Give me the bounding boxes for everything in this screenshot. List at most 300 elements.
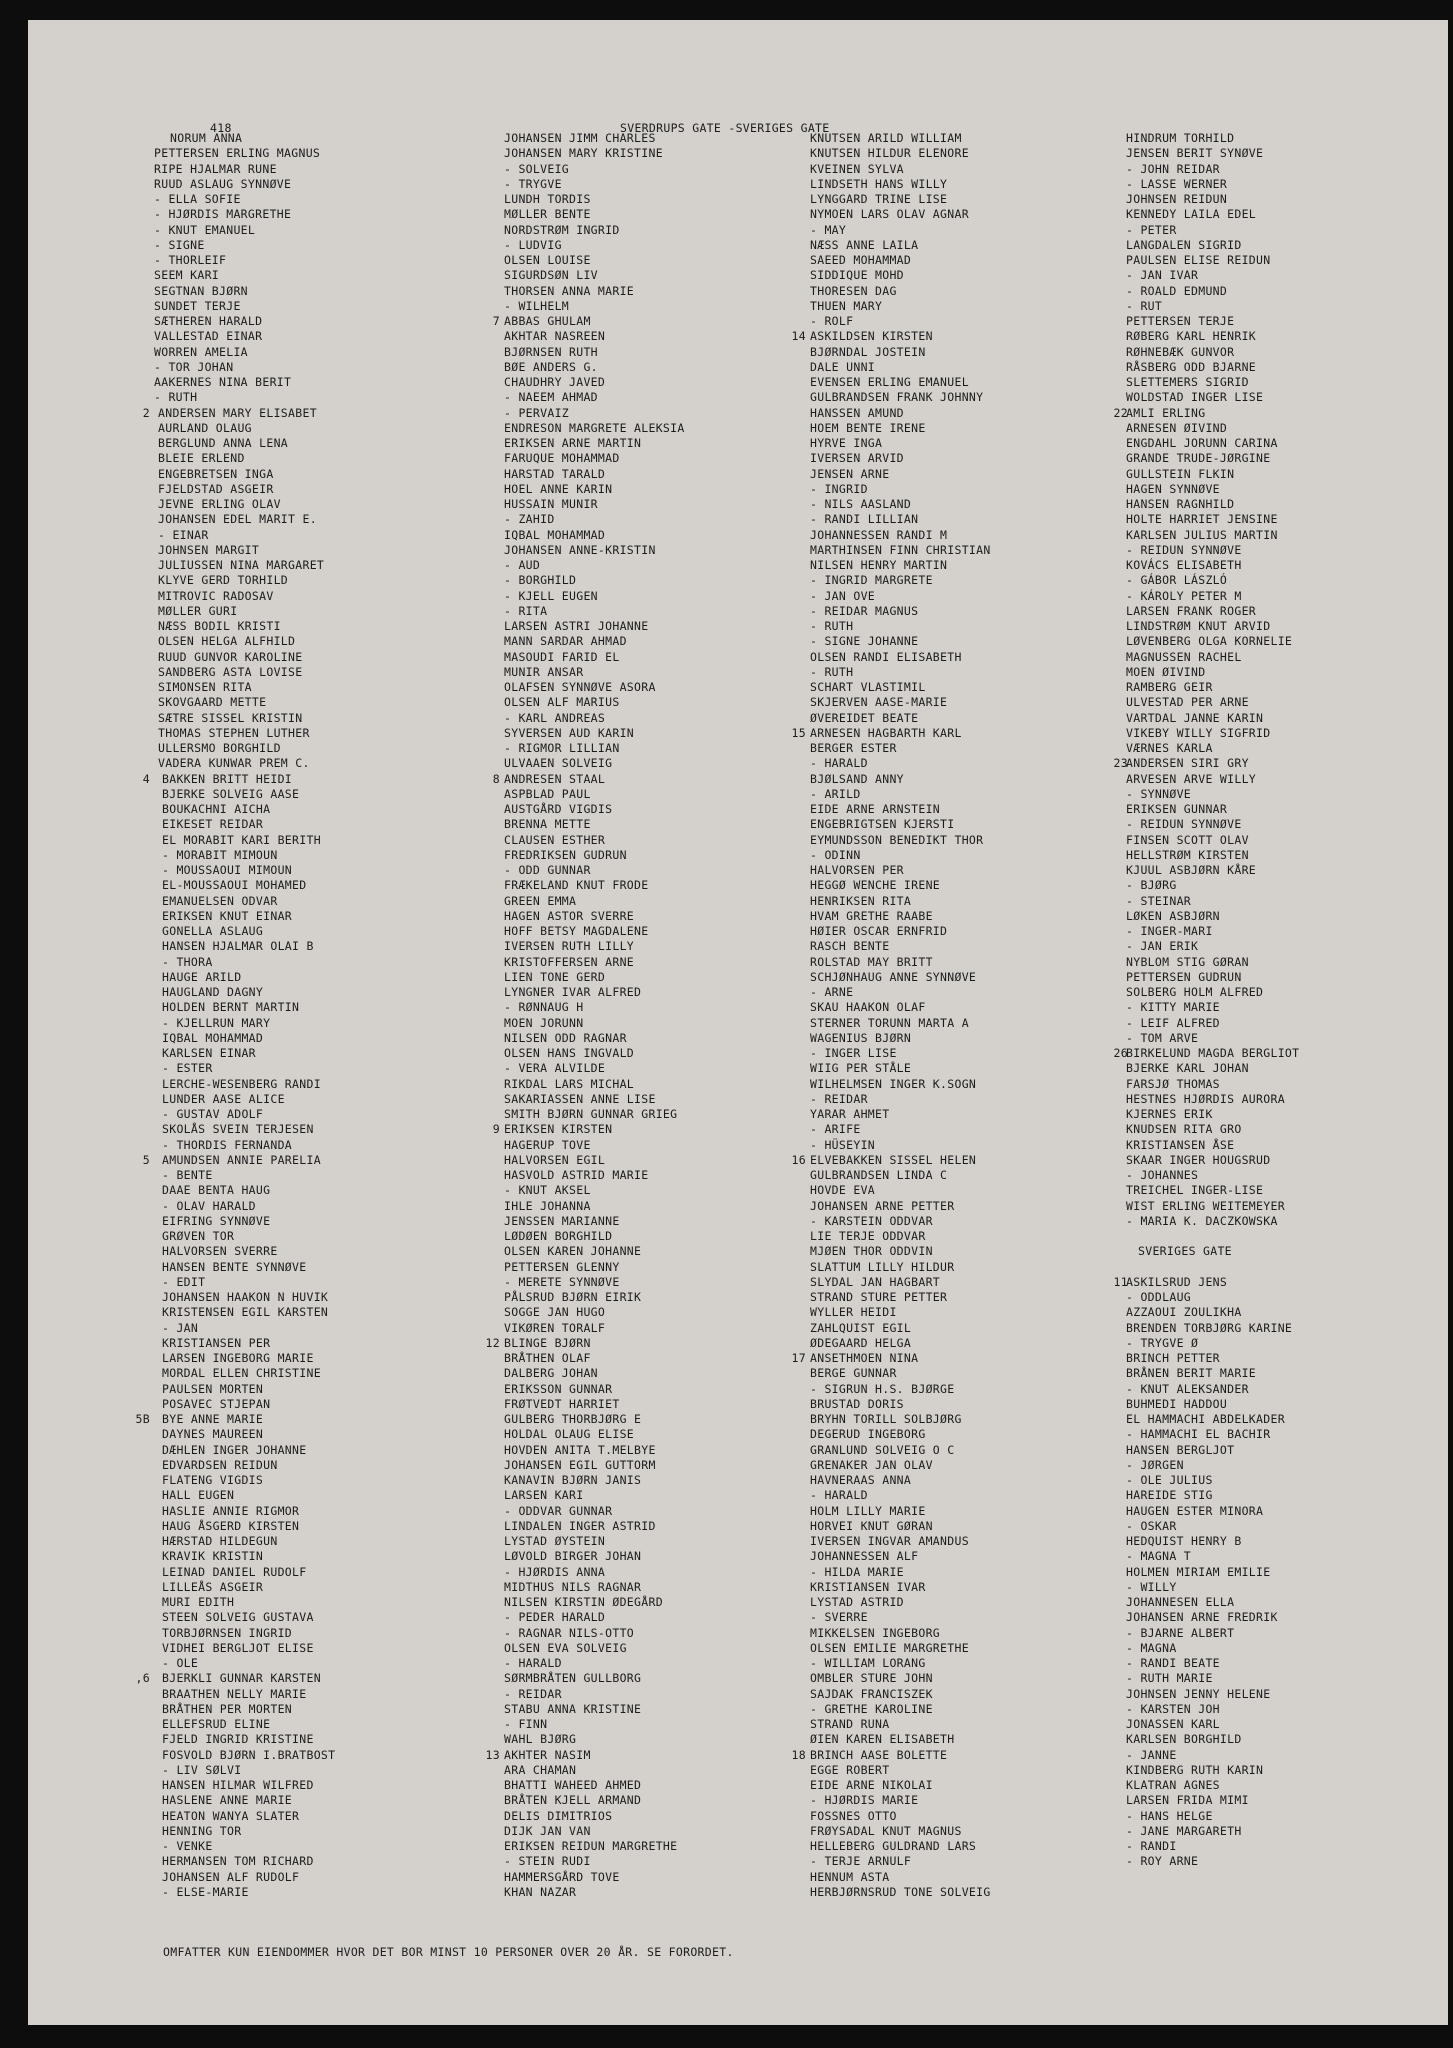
resident-name: MARTHINSEN FINN CHRISTIAN: [810, 542, 991, 557]
resident-name: - JANNE: [1126, 1747, 1177, 1762]
resident-name: SLYDAL JAN HAGBART: [810, 1274, 941, 1289]
resident-entry: [150, 1382, 335, 1397]
resident-name: STRAND RUNA: [810, 1717, 890, 1731]
resident-entry: [504, 1412, 685, 1427]
resident-entry: [1126, 695, 1299, 710]
resident-entry: [504, 558, 685, 573]
resident-entry: [810, 543, 991, 558]
resident-name: - LIV SØLVI: [162, 1762, 242, 1777]
resident-name: - RUTH: [154, 390, 198, 405]
resident-entry: [504, 1199, 685, 1214]
resident-name: - VENKE: [162, 1839, 213, 1853]
resident-name: ERIKSEN ARNE MARTIN: [504, 436, 642, 450]
resident-entry: [150, 711, 335, 726]
resident-entry: [810, 421, 991, 436]
resident-name: DEGERUD INGEBORG: [810, 1427, 926, 1442]
resident-entry: [810, 436, 991, 451]
resident-entry: [150, 162, 335, 177]
resident-name: - RØNNAUG H: [504, 1000, 584, 1015]
resident-entry: [150, 924, 335, 939]
resident-name: VALLESTAD EINAR: [154, 329, 263, 344]
resident-entry: [1126, 1748, 1299, 1763]
resident-name: ARA CHAMAN: [504, 1762, 577, 1777]
resident-name: - VERA ALVILDE: [504, 1061, 606, 1076]
resident-name: MITROVIC RADOSAV: [158, 588, 274, 603]
resident-name: SKOLÅS SVEIN TERJESEN: [162, 1122, 314, 1137]
resident-entry: [150, 177, 335, 192]
resident-entry: [810, 787, 991, 802]
resident-entry: [810, 482, 991, 497]
resident-name: SKOVGAARD METTE: [158, 695, 267, 710]
resident-name: ERIKSEN REIDUN MARGRETHE: [504, 1839, 678, 1853]
resident-name: HANSEN RAGNHILD: [1126, 497, 1235, 511]
resident-name: IQBAL MOHAMMAD: [162, 1030, 264, 1045]
resident-name: - LUDVIG: [504, 237, 562, 252]
resident-name: ERIKSEN KIRSTEN: [504, 1122, 613, 1137]
resident-name: - BENTE: [162, 1168, 213, 1182]
resident-name: WAGENIUS BJØRN: [810, 1030, 912, 1045]
resident-name: - RUTH: [810, 664, 854, 679]
resident-name: KENNEDY LAILA EDEL: [1126, 207, 1257, 222]
resident-entry: [810, 756, 991, 771]
resident-name: SEEM KARI: [154, 268, 220, 283]
resident-name: - ODINN: [810, 847, 861, 862]
resident-name: JOHNSEN JENNY HELENE: [1126, 1686, 1271, 1701]
resident-name: SUNDET TERJE: [154, 298, 241, 313]
resident-name: LUNDER AASE ALICE: [162, 1091, 285, 1106]
resident-entry: [150, 436, 335, 451]
resident-name: HANSEN BENTE SYNNØVE: [162, 1259, 307, 1274]
resident-name: SCHART VLASTIMIL: [810, 680, 926, 694]
resident-name: FRØYSADAL KNUT MAGNUS: [810, 1823, 962, 1838]
resident-entry: [1126, 1412, 1299, 1427]
resident-name: SOLBERG HOLM ALFRED: [1126, 985, 1264, 999]
resident-name: KRISTIANSEN IVAR: [810, 1579, 926, 1594]
resident-name: LERCHE-WESENBERG RANDI: [162, 1076, 321, 1091]
resident-entry: [150, 528, 335, 543]
resident-name: HENNING TOR: [162, 1823, 242, 1838]
resident-name: - SIGRUN H.S. BJØRGE: [810, 1381, 955, 1396]
resident-name: HERMANSEN TOM RICHARD: [162, 1854, 314, 1869]
resident-name: JOHANSEN EDEL MARIT E.: [158, 512, 317, 527]
resident-entry: [504, 1778, 685, 1793]
resident-name: STEEN SOLVEIG GUSTAVA: [162, 1610, 314, 1625]
resident-name: - FINN: [504, 1717, 548, 1731]
resident-name: VIKØREN TORALF: [504, 1320, 606, 1335]
resident-name: HOFF BETSY MAGDALENE: [504, 924, 649, 938]
resident-entry: [810, 848, 991, 863]
resident-name: BERGE GUNNAR: [810, 1366, 897, 1381]
resident-name: RØBERG KARL HENRIK: [1126, 329, 1257, 344]
resident-name: HENNUM ASTA: [810, 1869, 890, 1884]
resident-name: HAUGEN ESTER MINORA: [1126, 1503, 1264, 1518]
resident-name: - MOUSSAOUI MIMOUN: [162, 863, 293, 877]
resident-entry: [150, 1260, 335, 1275]
resident-name: - HJØRDIS MARGRETHE: [154, 207, 292, 222]
resident-name: MURI EDITH: [162, 1595, 235, 1609]
resident-name: HEGGØ WENCHE IRENE: [810, 878, 941, 893]
resident-name: HOVDE EVA: [810, 1183, 876, 1198]
resident-name: - SIGNE JOHANNE: [810, 634, 919, 649]
resident-name: JOHANNESSEN ALF: [810, 1549, 919, 1564]
resident-entry: [1126, 1656, 1299, 1671]
resident-entry: [150, 1077, 335, 1092]
resident-entry: [150, 375, 335, 390]
resident-name: HOLDEN BERNT MARTIN: [162, 1000, 300, 1015]
resident-entry: [810, 223, 991, 238]
resident-entry: [504, 1077, 685, 1092]
resident-name: ROLSTAD MAY BRITT: [810, 954, 933, 969]
resident-entry: [150, 1244, 335, 1259]
resident-name: VARTDAL JANNE KARIN: [1126, 710, 1264, 725]
resident-entry: [150, 680, 335, 695]
resident-name: FREDRIKSEN GUDRUN: [504, 847, 627, 862]
resident-name: FRÆKELAND KNUT FRODE: [504, 878, 649, 893]
resident-name: HAREIDE STIG: [1126, 1488, 1213, 1503]
resident-entry: [1126, 878, 1299, 893]
resident-name: ASPBLAD PAUL: [504, 786, 591, 801]
resident-name: - ZAHID: [504, 512, 555, 527]
resident-name: - RANDI BEATE: [1126, 1656, 1220, 1670]
resident-entry: [150, 878, 335, 893]
resident-entry: [1126, 543, 1299, 558]
resident-name: SKJERVEN AASE-MARIE: [810, 695, 948, 710]
resident-entry: [504, 299, 685, 314]
resident-entry: [810, 1122, 991, 1137]
resident-entry: [1126, 1336, 1299, 1351]
resident-entry: [810, 360, 991, 375]
resident-entry: [504, 512, 685, 527]
resident-name: EGGE ROBERT: [810, 1762, 890, 1777]
resident-name: KINDBERG RUTH KARIN: [1126, 1762, 1264, 1777]
resident-entry: [810, 604, 991, 619]
resident-entry: [1126, 177, 1299, 192]
resident-name: - MARIA K. DACZKOWSKA: [1126, 1213, 1278, 1228]
resident-name: BLEIE ERLEND: [158, 451, 245, 466]
resident-entry: [150, 1122, 335, 1137]
resident-entry: [150, 939, 335, 954]
resident-entry: [150, 1366, 335, 1381]
resident-name: ANDERSEN MARY ELISABET: [158, 405, 317, 420]
resident-name: HEATON WANYA SLATER: [162, 1808, 300, 1823]
house-number: 4: [142, 771, 150, 786]
resident-name: HANSEN BERGLJOT: [1126, 1442, 1235, 1457]
resident-name: STERNER TORUNN MARTA A: [810, 1015, 969, 1030]
resident-name: - ARNE: [810, 985, 854, 999]
resident-entry: [810, 1244, 991, 1259]
resident-entry: [810, 497, 991, 512]
resident-name: KNUTSEN HILDUR ELENORE: [810, 146, 969, 161]
resident-entry: [810, 1839, 991, 1854]
resident-entry: [810, 299, 991, 314]
resident-name: - GÁBOR LÁSZLÓ: [1126, 573, 1228, 588]
resident-entry: [810, 1610, 991, 1625]
resident-name: BAKKEN BRITT HEIDI: [162, 771, 293, 786]
resident-entry: [810, 1717, 991, 1732]
street-name: SVERIGES GATE: [1138, 1244, 1232, 1259]
resident-name: FARSJØ THOMAS: [1126, 1076, 1220, 1091]
resident-name: - HJØRDIS ANNA: [504, 1564, 606, 1579]
resident-entry: [504, 1000, 685, 1015]
resident-name: GRØVEN TOR: [162, 1229, 235, 1243]
resident-name: - SYNNØVE: [1126, 786, 1192, 801]
resident-name: WYLLER HEIDI: [810, 1305, 897, 1320]
resident-entry: [1126, 787, 1299, 802]
resident-name: KARLSEN BORGHILD: [1126, 1732, 1242, 1747]
resident-name: SYVERSEN AUD KARIN: [504, 725, 635, 740]
resident-name: EIKESET REIDAR: [162, 817, 264, 832]
resident-name: STRAND STURE PETTER: [810, 1290, 948, 1304]
resident-name: WIIG PER STÅLE: [810, 1061, 912, 1076]
resident-entry: [504, 1366, 685, 1381]
resident-name: LYSTAD ØYSTEIN: [504, 1534, 606, 1548]
resident-name: EMANUELSEN ODVAR: [162, 893, 278, 908]
resident-name: NILSEN KIRSTIN ØDEGÅRD: [504, 1595, 663, 1609]
resident-entry: [504, 1061, 685, 1076]
resident-name: HARSTAD TARALD: [504, 466, 606, 481]
resident-entry: [810, 207, 991, 222]
resident-name: JENSSEN MARIANNE: [504, 1213, 620, 1228]
resident-entry: [504, 695, 685, 710]
resident-name: CHAUDHRY JAVED: [504, 375, 606, 389]
resident-name: JOHANSEN ARNE PETTER: [810, 1198, 955, 1213]
resident-name: - HILDA MARIE: [810, 1564, 904, 1579]
resident-name: BYE ANNE MARIE: [162, 1412, 264, 1426]
resident-name: ELLEFSRUD ELINE: [162, 1717, 271, 1731]
resident-entry: [150, 345, 335, 360]
resident-entry: [1126, 1854, 1299, 1869]
resident-entry: [504, 543, 685, 558]
resident-entry: [504, 192, 685, 207]
resident-entry: [504, 1656, 685, 1671]
resident-name: HINDRUM TORHILD: [1126, 131, 1235, 145]
resident-entry: [150, 1885, 335, 1900]
resident-name: BRÅTHEN PER MORTEN: [162, 1701, 293, 1716]
resident-entry: [504, 756, 685, 771]
resident-name: OLSEN RANDI ELISABETH: [810, 649, 962, 664]
resident-name: EIDE ARNE ARNSTEIN: [810, 802, 941, 816]
resident-entry: [1126, 1199, 1299, 1214]
resident-entry: [504, 1107, 685, 1122]
resident-entry: [150, 909, 335, 924]
resident-name: - BJØRG: [1126, 878, 1177, 893]
resident-entry: [504, 817, 685, 832]
resident-entry: [504, 619, 685, 634]
resident-name: JOHANSEN ALF RUDOLF: [162, 1869, 300, 1884]
resident-entry: [1126, 1641, 1299, 1656]
resident-entry: [504, 848, 685, 863]
resident-entry: [150, 1046, 335, 1061]
resident-name: MOEN ØIVIND: [1126, 664, 1206, 679]
resident-name: - KJELL EUGEN: [504, 588, 598, 603]
resident-name: NYMOEN LARS OLAV AGNAR: [810, 207, 969, 222]
resident-entry: [504, 253, 685, 268]
resident-name: HEDQUIST HENRY B: [1126, 1534, 1242, 1548]
resident-name: MUNIR ANSAR: [504, 664, 584, 679]
resident-entry: [504, 878, 685, 893]
resident-entry: [504, 1229, 685, 1244]
resident-entry: [810, 772, 991, 787]
resident-entry: [504, 1214, 685, 1229]
house-number: 14: [791, 329, 806, 344]
resident-entry: [504, 1488, 685, 1503]
resident-name: - INGER LISE: [810, 1046, 897, 1060]
resident-name: - STEINAR: [1126, 893, 1192, 908]
resident-name: JENSEN ARNE: [810, 466, 890, 481]
resident-entry: [150, 1565, 335, 1580]
resident-entry: [1126, 1214, 1299, 1229]
house-number: 7: [492, 314, 500, 328]
resident-entry: [504, 1244, 685, 1259]
column-1: [135, 131, 336, 1900]
resident-entry: [504, 1183, 685, 1198]
resident-name: CLAUSEN ESTHER: [504, 832, 606, 847]
resident-entry: [791, 1351, 991, 1366]
resident-name: - ROY ARNE: [1126, 1854, 1199, 1869]
resident-name: BRENDEN TORBJØRG KARINE: [1126, 1320, 1293, 1335]
resident-name: HOLMEN MIRIAM EMILIE: [1126, 1564, 1271, 1579]
resident-name: LØDØEN BORGHILD: [504, 1229, 613, 1243]
resident-entry: [1126, 1595, 1299, 1610]
resident-name: BRINCH AASE BOLETTE: [810, 1747, 948, 1762]
resident-entry: [150, 1061, 335, 1076]
resident-name: - OLE JULIUS: [1126, 1473, 1213, 1487]
resident-name: MIKKELSEN INGEBORG: [810, 1625, 941, 1640]
resident-entry: [142, 771, 335, 787]
resident-entry: [150, 1839, 335, 1854]
resident-entry: [150, 1519, 335, 1534]
resident-entry: [150, 955, 335, 970]
resident-entry: [1126, 650, 1299, 665]
resident-entry: [1126, 1717, 1299, 1732]
resident-name: - OLE: [162, 1656, 199, 1670]
resident-entry: [504, 1565, 685, 1580]
resident-name: DAAE BENTA HAUG: [162, 1183, 271, 1198]
resident-entry: [810, 619, 991, 634]
resident-name: SKAU HAAKON OLAF: [810, 1000, 926, 1015]
resident-name: HOEL ANNE KARIN: [504, 481, 613, 496]
resident-entry: [1126, 1443, 1299, 1458]
resident-name: HALVORSEN EGIL: [504, 1152, 606, 1167]
resident-name: NORDSTRØM INGRID: [504, 222, 620, 237]
resident-name: STABU ANNA KRISTINE: [504, 1701, 642, 1716]
resident-entry: [504, 284, 685, 299]
resident-name: LEINAD DANIEL RUDOLF: [162, 1564, 307, 1579]
resident-entry: [810, 802, 991, 817]
resident-entry: [810, 589, 991, 604]
resident-name: LYSTAD ASTRID: [810, 1595, 904, 1609]
resident-entry: [1126, 634, 1299, 649]
resident-name: WOLDSTAD INGER LISE: [1126, 390, 1264, 405]
resident-name: BØE ANDERS G.: [504, 359, 598, 374]
resident-entry: [1126, 1565, 1299, 1580]
resident-name: LINDALEN INGER ASTRID: [504, 1518, 656, 1533]
resident-entry: [504, 802, 685, 817]
resident-name: POSAVEC STJEPAN: [162, 1396, 271, 1411]
resident-entry: [1126, 772, 1299, 787]
resident-name: ENGDAHL JORUNN CARINA: [1126, 436, 1278, 450]
resident-entry: [150, 1199, 335, 1214]
resident-name: MAGNUSSEN RACHEL: [1126, 649, 1242, 664]
resident-name: RAMBERG GEIR: [1126, 680, 1213, 694]
resident-entry: [1126, 253, 1299, 268]
resident-entry: [504, 146, 685, 161]
resident-entry: [150, 421, 335, 436]
resident-entry: [810, 985, 991, 1000]
resident-name: BRAATHEN NELLY MARIE: [162, 1686, 307, 1701]
resident-entry: [504, 955, 685, 970]
resident-entry: [1126, 1107, 1299, 1122]
resident-name: SEGTNAN BJØRN: [154, 283, 248, 298]
resident-entry: [810, 1504, 991, 1519]
resident-entry: [810, 238, 991, 253]
resident-name: - ODDLAUG: [1126, 1290, 1192, 1304]
resident-entry: [1126, 1016, 1299, 1031]
resident-entry: [1126, 894, 1299, 909]
resident-name: BJØLSAND ANNY: [810, 771, 904, 786]
resident-entry: [135, 1671, 335, 1686]
resident-name: SLETTEMERS SIGRID: [1126, 375, 1249, 389]
resident-name: IVERSEN ARVID: [810, 451, 904, 466]
resident-name: BRUSTAD DORIS: [810, 1396, 904, 1411]
resident-entry: [810, 1870, 991, 1885]
resident-entry: [504, 528, 685, 543]
resident-name: BUHMEDI HADDOU: [1126, 1396, 1228, 1411]
resident-name: KHAN NAZAR: [504, 1884, 577, 1899]
resident-name: KANAVIN BJØRN JANIS: [504, 1473, 642, 1487]
resident-name: BHATTI WAHEED AHMED: [504, 1778, 642, 1792]
page-header: [210, 121, 1180, 177]
resident-entry: [810, 131, 991, 146]
resident-entry: [810, 1016, 991, 1031]
resident-name: LIEN TONE GERD: [504, 969, 606, 984]
resident-entry: [504, 1092, 685, 1107]
resident-name: GONELLA ASLAUG: [162, 924, 264, 938]
resident-name: PETTERSEN TERJE: [1126, 314, 1235, 328]
resident-entry: [150, 604, 335, 619]
resident-entry: [810, 1138, 991, 1153]
resident-name: HALVORSEN PER: [810, 863, 904, 877]
resident-entry: [810, 817, 991, 832]
resident-entry: [1126, 345, 1299, 360]
resident-name: NILSEN HENRY MARTIN: [810, 558, 948, 572]
resident-entry: [1126, 207, 1299, 222]
resident-name: BLINGE BJØRN: [504, 1335, 591, 1350]
resident-name: - MAGNA: [1126, 1640, 1177, 1655]
resident-entry: [810, 345, 991, 360]
resident-entry: [150, 985, 335, 1000]
resident-name: SANDBERG ASTA LOVISE: [158, 664, 303, 679]
resident-entry: [1113, 1046, 1300, 1061]
resident-name: HASLENE ANNE MARIE: [162, 1793, 293, 1808]
resident-entry: [150, 467, 335, 482]
resident-entry: [1126, 970, 1299, 985]
resident-entry: [810, 680, 991, 695]
resident-entry: [1126, 451, 1299, 466]
resident-entry: [791, 1152, 991, 1168]
resident-entry: [1126, 848, 1299, 863]
house-number: ,6: [135, 1671, 150, 1686]
resident-name: THUEN MARY: [810, 298, 883, 313]
resident-name: - ESTER: [162, 1061, 213, 1076]
resident-name: SLATTUM LILLY HILDUR: [810, 1259, 955, 1274]
resident-entry: [1126, 329, 1299, 344]
resident-name: HAVNERAAS ANNA: [810, 1473, 912, 1487]
house-number: 15: [791, 725, 806, 740]
resident-name: ULLERSMO BORGHILD: [158, 741, 281, 755]
resident-name: DALE UNNI: [810, 359, 876, 374]
resident-entry: [504, 1641, 685, 1656]
